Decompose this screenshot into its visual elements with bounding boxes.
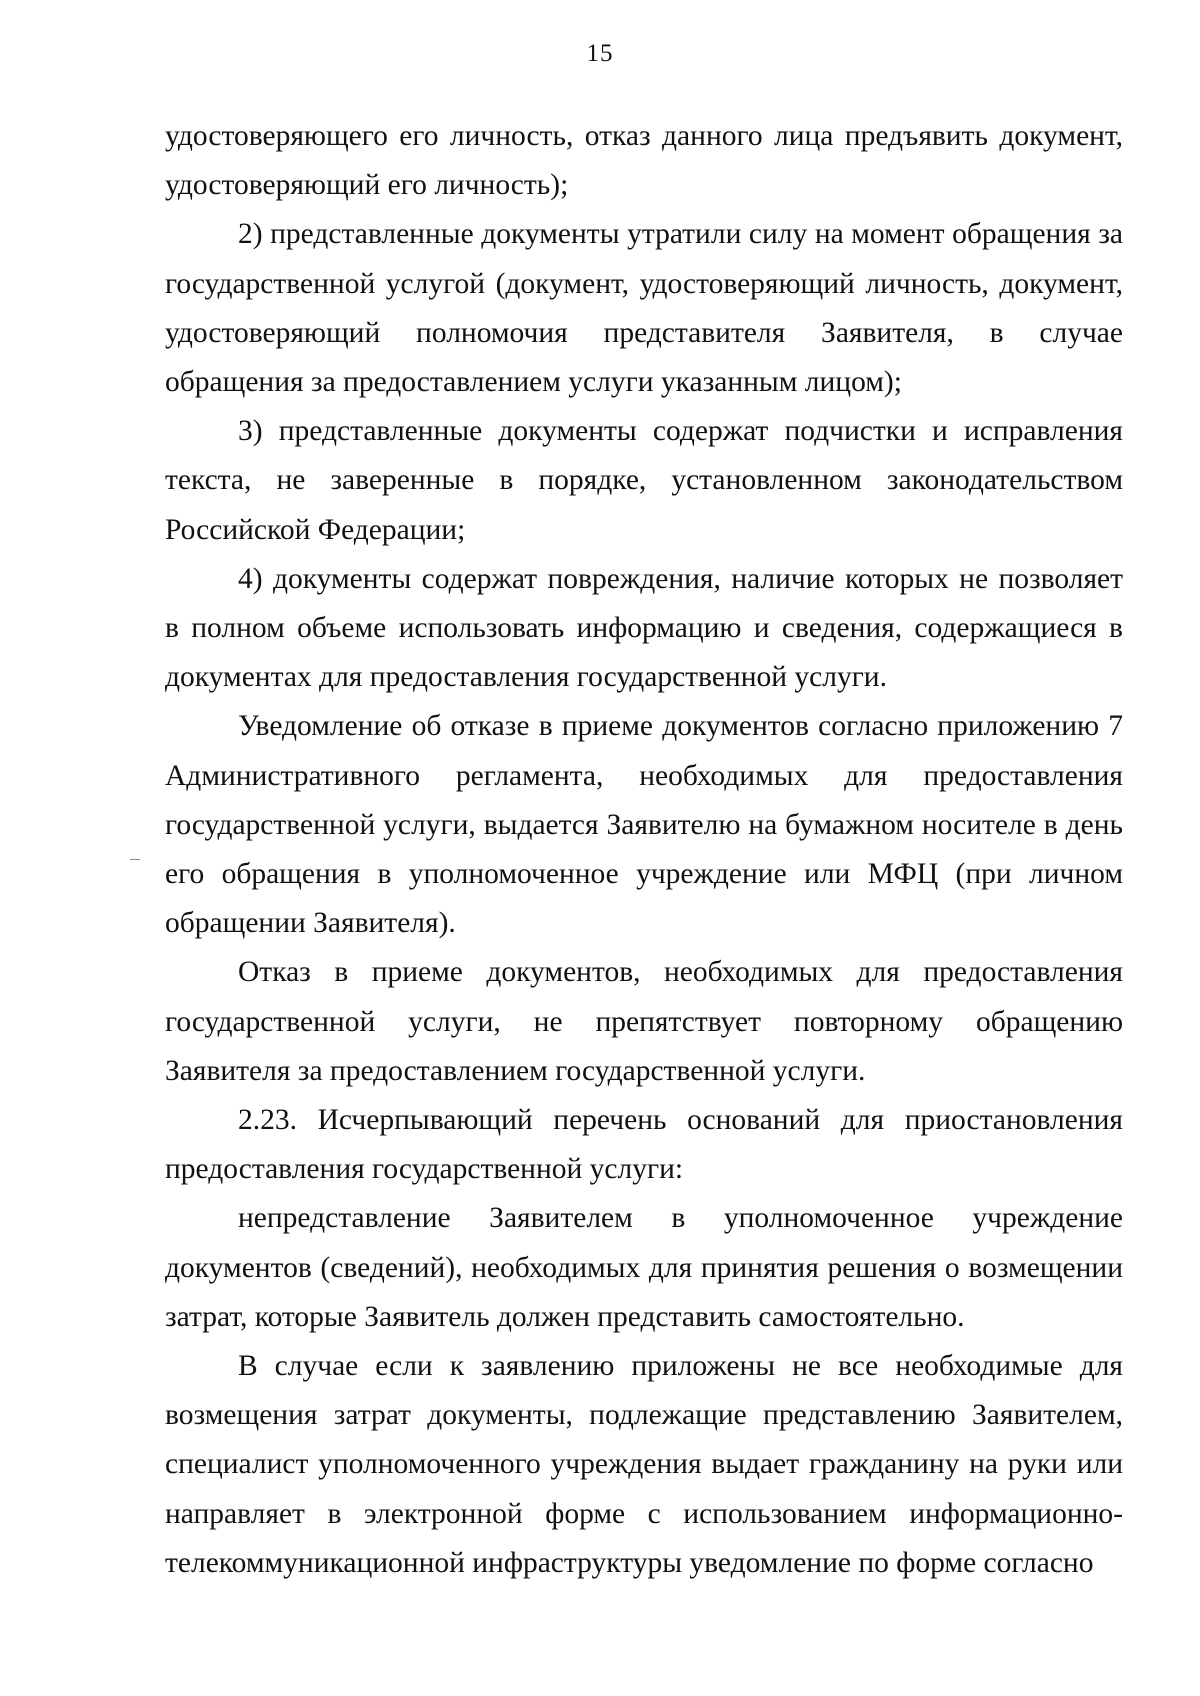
paragraph-item-2: 2) представленные документы утратили силу на момент обращения за государственной услугой (документ, удостоверяющий личность, документ, удостоверяющий полномочия представителя Заявителя, в случае обращения за предоставлением услуги указанным лицом); [165,218,1123,399]
document-body [165,112,1123,1588]
paragraph-incomplete-documents: В случае если к заявлению приложены не все необходимые для возмещения затрат документы, подлежащие представлению Заявителем, специалист уполномоченного учреждения выдает гражданину на руки или направляет в электронной форме с использованием информационно-телекоммуникационной инфраструктуры уведомление по форме согласно [165,1350,1123,1579]
paragraph-suspension-ground: непредставление Заявителем в уполномоченное учреждение документов (сведений), необходимых для принятия решения о возмещении затрат, которые Заявитель должен представить самостоятельно. [165,1202,1123,1333]
paragraph-refusal-notice: Уведомление об отказе в приеме документов согласно приложению 7 Административного регламента, необходимых для предоставления государственной услуги, выдается Заявителю на бумажном носителе в день его обращения в уполномоченное учреждение или МФЦ (при личном обращении Заявителя). [165,710,1123,940]
margin-mark [130,859,140,860]
paragraph-continuation: удостоверяющего его личность, отказ данного лица предъявить документ, удостоверяющий его личность); [165,120,1123,202]
paragraph-item-3: 3) представленные документы содержат подчистки и исправления текста, не заверенные в порядке, установленном законодательством Российской Федерации; [165,415,1123,546]
paragraph-refusal-no-obstacle: Отказ в приеме документов, необходимых для предоставления государственной услуги, не препятствует повторному обращению Заявителя за предоставлением государственной услуги. [165,956,1123,1087]
page-number: 15 [586,40,614,67]
paragraph-item-4: 4) документы содержат повреждения, наличие которых не позволяет в полном объеме использовать информацию и сведения, содержащиеся в документах для предоставления государственной услуги. [165,562,1123,694]
paragraph-section-2-23: 2.23. Исчерпывающий перечень оснований для приостановления предоставления государственной услуги: [165,1104,1123,1186]
